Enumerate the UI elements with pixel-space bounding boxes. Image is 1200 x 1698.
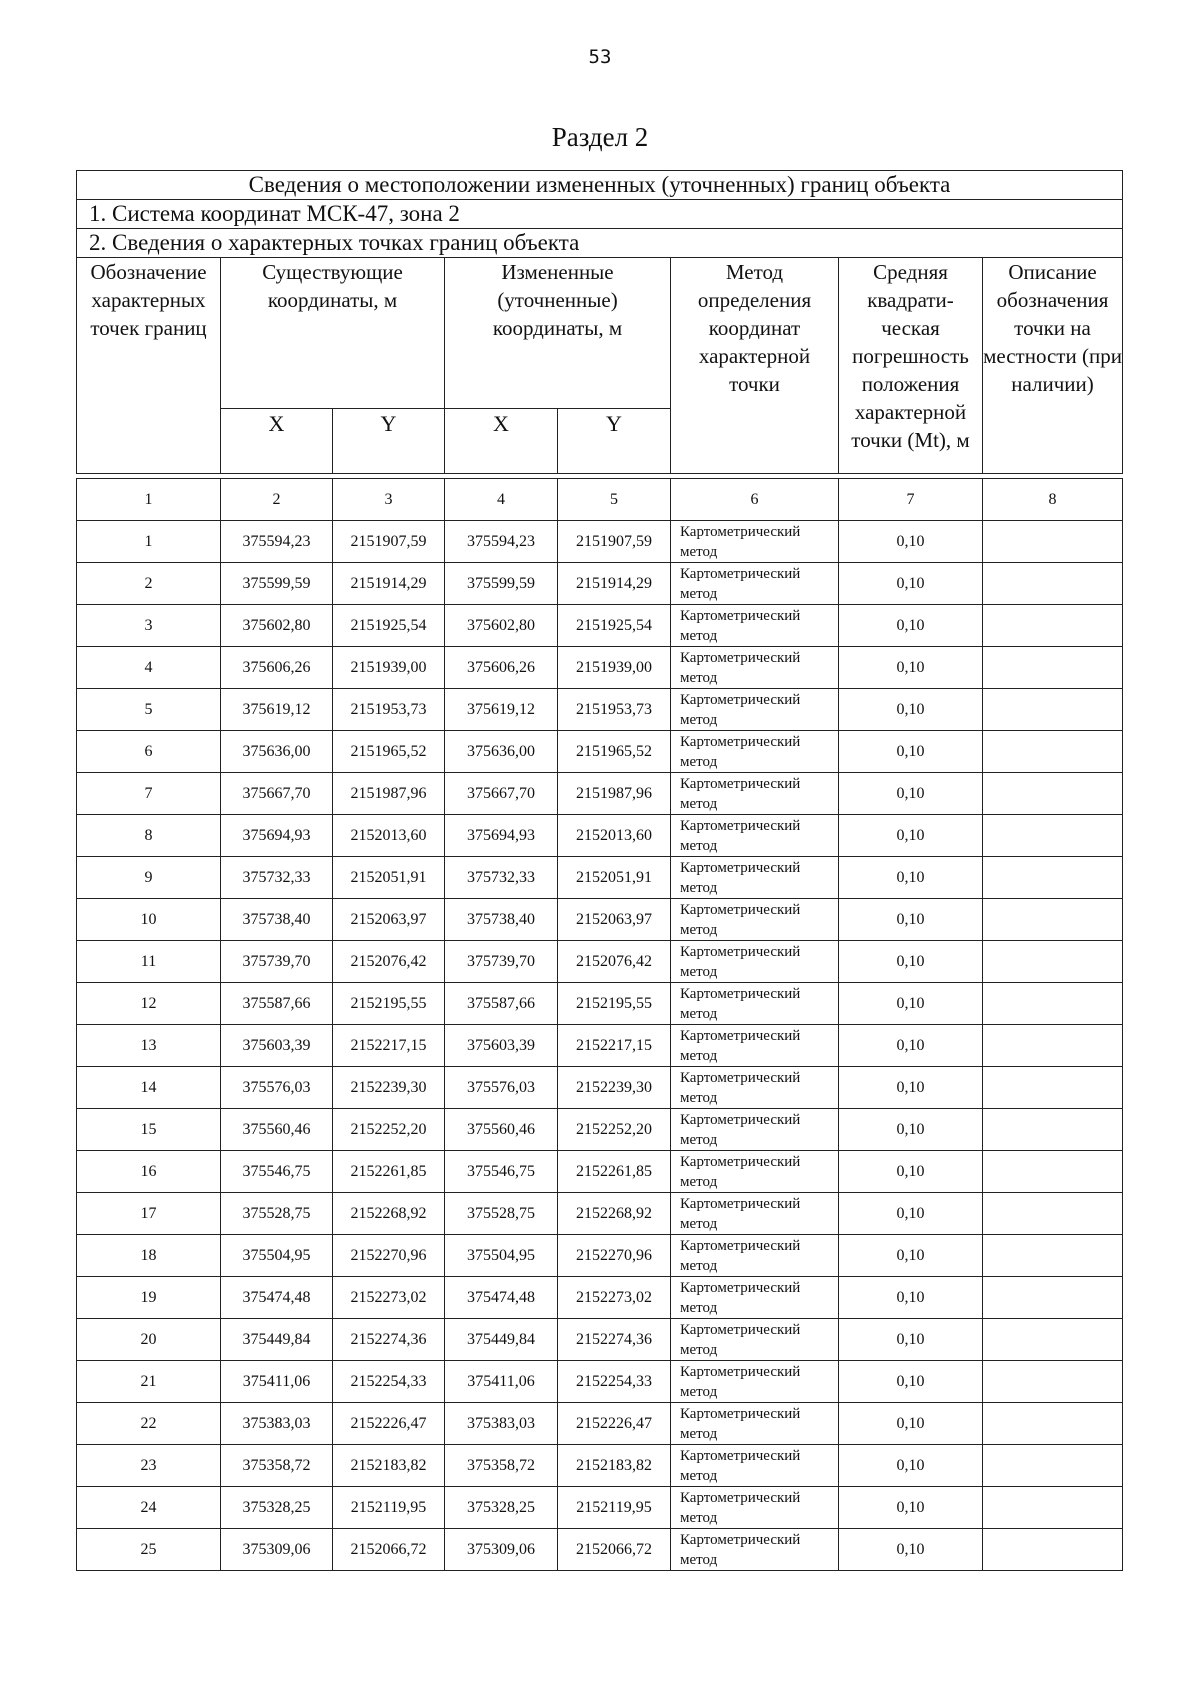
table-row bbox=[77, 941, 1123, 983]
coordinate-system: 1. Система координат МСК-47, зона 2 bbox=[77, 200, 1123, 229]
changed-x: 375528,75 bbox=[445, 1193, 558, 1235]
point-description bbox=[983, 1403, 1123, 1445]
existing-y: 2152273,02 bbox=[333, 1277, 445, 1319]
changed-x: 375474,48 bbox=[445, 1277, 558, 1319]
existing-x: 375528,75 bbox=[221, 1193, 333, 1235]
position-error: 0,10 bbox=[839, 1277, 983, 1319]
point-description bbox=[983, 815, 1123, 857]
table-row bbox=[77, 1529, 1123, 1571]
changed-y: 2151987,96 bbox=[558, 773, 671, 815]
changed-x: 375546,75 bbox=[445, 1151, 558, 1193]
table-row bbox=[77, 1151, 1123, 1193]
method: Картометрический метод bbox=[671, 605, 839, 647]
position-error: 0,10 bbox=[839, 983, 983, 1025]
point-number: 3 bbox=[77, 605, 221, 647]
table-row bbox=[77, 689, 1123, 731]
existing-x: 375546,75 bbox=[221, 1151, 333, 1193]
changed-y: 2152226,47 bbox=[558, 1403, 671, 1445]
table-row bbox=[77, 1025, 1123, 1067]
changed-y: 2151965,52 bbox=[558, 731, 671, 773]
position-error: 0,10 bbox=[839, 1193, 983, 1235]
point-description bbox=[983, 1445, 1123, 1487]
existing-x: 375358,72 bbox=[221, 1445, 333, 1487]
existing-x: 375732,33 bbox=[221, 857, 333, 899]
changed-y: 2152273,02 bbox=[558, 1277, 671, 1319]
changed-y: 2151939,00 bbox=[558, 647, 671, 689]
changed-x: 375602,80 bbox=[445, 605, 558, 647]
table-row bbox=[77, 1277, 1123, 1319]
column-number: 6 bbox=[671, 479, 839, 521]
changed-x: 375599,59 bbox=[445, 563, 558, 605]
table-row bbox=[77, 563, 1123, 605]
existing-y: 2152270,96 bbox=[333, 1235, 445, 1277]
existing-x: 375309,06 bbox=[221, 1529, 333, 1571]
method: Картометрический метод bbox=[671, 773, 839, 815]
changed-y: 2151925,54 bbox=[558, 605, 671, 647]
changed-x: 375619,12 bbox=[445, 689, 558, 731]
column-number: 4 bbox=[445, 479, 558, 521]
changed-y: 2152217,15 bbox=[558, 1025, 671, 1067]
changed-x: 375560,46 bbox=[445, 1109, 558, 1151]
existing-x: 375602,80 bbox=[221, 605, 333, 647]
point-number: 21 bbox=[77, 1361, 221, 1403]
existing-x: 375619,12 bbox=[221, 689, 333, 731]
changed-y: 2152268,92 bbox=[558, 1193, 671, 1235]
point-number: 16 bbox=[77, 1151, 221, 1193]
existing-y: 2152268,92 bbox=[333, 1193, 445, 1235]
point-number: 15 bbox=[77, 1109, 221, 1151]
point-description bbox=[983, 1361, 1123, 1403]
position-error: 0,10 bbox=[839, 521, 983, 563]
point-number: 13 bbox=[77, 1025, 221, 1067]
method: Картометрический метод bbox=[671, 1151, 839, 1193]
existing-x: 375636,00 bbox=[221, 731, 333, 773]
point-description bbox=[983, 941, 1123, 983]
method: Картометрический метод bbox=[671, 1361, 839, 1403]
existing-y: 2151965,52 bbox=[333, 731, 445, 773]
changed-y: 2152066,72 bbox=[558, 1529, 671, 1571]
method: Картометрический метод bbox=[671, 857, 839, 899]
point-number: 10 bbox=[77, 899, 221, 941]
col-changed-coords-header: Измененные (уточненные) координаты, м bbox=[445, 258, 671, 409]
position-error: 0,10 bbox=[839, 689, 983, 731]
method: Картометрический метод bbox=[671, 1487, 839, 1529]
existing-x: 375576,03 bbox=[221, 1067, 333, 1109]
changed-y: 2152254,33 bbox=[558, 1361, 671, 1403]
table-row bbox=[77, 1193, 1123, 1235]
existing-y: 2152226,47 bbox=[333, 1403, 445, 1445]
existing-y: 2151907,59 bbox=[333, 521, 445, 563]
changed-x: 375504,95 bbox=[445, 1235, 558, 1277]
points-table-body bbox=[77, 479, 1123, 1571]
existing-y: 2152066,72 bbox=[333, 1529, 445, 1571]
table-row bbox=[77, 647, 1123, 689]
table-row bbox=[77, 983, 1123, 1025]
position-error: 0,10 bbox=[839, 1403, 983, 1445]
existing-y: 2151987,96 bbox=[333, 773, 445, 815]
table-row bbox=[77, 1361, 1123, 1403]
point-number: 20 bbox=[77, 1319, 221, 1361]
table-row bbox=[77, 1109, 1123, 1151]
existing-y: 2151953,73 bbox=[333, 689, 445, 731]
method: Картометрический метод bbox=[671, 983, 839, 1025]
changed-y: 2152076,42 bbox=[558, 941, 671, 983]
point-description bbox=[983, 773, 1123, 815]
existing-y: 2152239,30 bbox=[333, 1067, 445, 1109]
method: Картометрический метод bbox=[671, 941, 839, 983]
table-row bbox=[77, 815, 1123, 857]
changed-y: 2152013,60 bbox=[558, 815, 671, 857]
point-number: 11 bbox=[77, 941, 221, 983]
table-row bbox=[77, 731, 1123, 773]
position-error: 0,10 bbox=[839, 1319, 983, 1361]
table-title: Сведения о местоположении измененных (уточненных) границ объекта bbox=[77, 171, 1123, 200]
column-number: 8 bbox=[983, 479, 1123, 521]
column-number: 1 bbox=[77, 479, 221, 521]
table-row bbox=[77, 1319, 1123, 1361]
existing-y: 2152217,15 bbox=[333, 1025, 445, 1067]
header-table bbox=[76, 170, 1123, 474]
changed-x: 375636,00 bbox=[445, 731, 558, 773]
method: Картометрический метод bbox=[671, 647, 839, 689]
col-error-header: Средняя квадрати-ческая погрешность положения характерной точки (Mt), м bbox=[839, 258, 983, 474]
changed-y: 2152239,30 bbox=[558, 1067, 671, 1109]
method: Картометрический метод bbox=[671, 521, 839, 563]
point-number: 4 bbox=[77, 647, 221, 689]
col-designation-header: Обозначение характерных точек границ bbox=[77, 258, 221, 474]
point-description bbox=[983, 521, 1123, 563]
method: Картометрический метод bbox=[671, 1529, 839, 1571]
position-error: 0,10 bbox=[839, 1109, 983, 1151]
existing-y: 2152252,20 bbox=[333, 1109, 445, 1151]
changed-x: 375594,23 bbox=[445, 521, 558, 563]
position-error: 0,10 bbox=[839, 1361, 983, 1403]
method: Картометрический метод bbox=[671, 1277, 839, 1319]
existing-y: 2152013,60 bbox=[333, 815, 445, 857]
point-number: 8 bbox=[77, 815, 221, 857]
existing-x: 375606,26 bbox=[221, 647, 333, 689]
point-number: 14 bbox=[77, 1067, 221, 1109]
existing-x: 375560,46 bbox=[221, 1109, 333, 1151]
points-table bbox=[76, 478, 1123, 1571]
point-description bbox=[983, 1025, 1123, 1067]
method: Картометрический метод bbox=[671, 1109, 839, 1151]
existing-y: 2152274,36 bbox=[333, 1319, 445, 1361]
changed-y: 2152051,91 bbox=[558, 857, 671, 899]
point-number: 1 bbox=[77, 521, 221, 563]
page-number: 53 bbox=[588, 46, 612, 68]
position-error: 0,10 bbox=[839, 899, 983, 941]
method: Картометрический метод bbox=[671, 1445, 839, 1487]
changed-x: 375358,72 bbox=[445, 1445, 558, 1487]
section-title: Раздел 2 bbox=[551, 122, 649, 152]
point-description bbox=[983, 731, 1123, 773]
changed-y: 2152252,20 bbox=[558, 1109, 671, 1151]
point-number: 17 bbox=[77, 1193, 221, 1235]
changed-x: 375309,06 bbox=[445, 1529, 558, 1571]
position-error: 0,10 bbox=[839, 1445, 983, 1487]
existing-x: 375694,93 bbox=[221, 815, 333, 857]
existing-x: 375328,25 bbox=[221, 1487, 333, 1529]
method: Картометрический метод bbox=[671, 731, 839, 773]
table-row bbox=[77, 773, 1123, 815]
existing-x: 375739,70 bbox=[221, 941, 333, 983]
existing-x: 375599,59 bbox=[221, 563, 333, 605]
changed-x: 375449,84 bbox=[445, 1319, 558, 1361]
method: Картометрический метод bbox=[671, 1403, 839, 1445]
column-number: 7 bbox=[839, 479, 983, 521]
table-row bbox=[77, 1445, 1123, 1487]
col-method-header: Метод определения координат характерной точки bbox=[671, 258, 839, 474]
col-description-header: Описание обозначения точки на местности (при наличии) bbox=[983, 258, 1123, 474]
position-error: 0,10 bbox=[839, 941, 983, 983]
point-description bbox=[983, 1277, 1123, 1319]
point-description bbox=[983, 1151, 1123, 1193]
table-row bbox=[77, 1487, 1123, 1529]
method: Картометрический метод bbox=[671, 1235, 839, 1277]
point-number: 5 bbox=[77, 689, 221, 731]
column-number: 2 bbox=[221, 479, 333, 521]
method: Картометрический метод bbox=[671, 1067, 839, 1109]
point-number: 18 bbox=[77, 1235, 221, 1277]
point-description bbox=[983, 899, 1123, 941]
existing-x: 375587,66 bbox=[221, 983, 333, 1025]
existing-x: 375603,39 bbox=[221, 1025, 333, 1067]
table-row bbox=[77, 857, 1123, 899]
changed-y-header: Y bbox=[558, 409, 671, 474]
point-description bbox=[983, 689, 1123, 731]
changed-x: 375411,06 bbox=[445, 1361, 558, 1403]
boundary-points-sheet bbox=[76, 170, 1122, 1571]
point-description bbox=[983, 1193, 1123, 1235]
position-error: 0,10 bbox=[839, 731, 983, 773]
changed-y: 2151914,29 bbox=[558, 563, 671, 605]
changed-x: 375587,66 bbox=[445, 983, 558, 1025]
point-number: 23 bbox=[77, 1445, 221, 1487]
points-section-title: 2. Сведения о характерных точках границ объекта bbox=[77, 229, 1123, 258]
method: Картометрический метод bbox=[671, 563, 839, 605]
changed-y: 2152274,36 bbox=[558, 1319, 671, 1361]
changed-x: 375576,03 bbox=[445, 1067, 558, 1109]
existing-y: 2152183,82 bbox=[333, 1445, 445, 1487]
existing-y: 2152195,55 bbox=[333, 983, 445, 1025]
point-number: 6 bbox=[77, 731, 221, 773]
existing-y: 2152051,91 bbox=[333, 857, 445, 899]
changed-y: 2152270,96 bbox=[558, 1235, 671, 1277]
point-number: 24 bbox=[77, 1487, 221, 1529]
existing-y: 2151914,29 bbox=[333, 563, 445, 605]
point-description bbox=[983, 1067, 1123, 1109]
existing-y: 2152261,85 bbox=[333, 1151, 445, 1193]
position-error: 0,10 bbox=[839, 1025, 983, 1067]
table-row bbox=[77, 605, 1123, 647]
table-row bbox=[77, 521, 1123, 563]
point-description bbox=[983, 1109, 1123, 1151]
point-number: 7 bbox=[77, 773, 221, 815]
changed-x: 375732,33 bbox=[445, 857, 558, 899]
method: Картометрический метод bbox=[671, 1193, 839, 1235]
method: Картометрический метод bbox=[671, 815, 839, 857]
point-number: 9 bbox=[77, 857, 221, 899]
existing-y: 2151925,54 bbox=[333, 605, 445, 647]
changed-y: 2152183,82 bbox=[558, 1445, 671, 1487]
changed-x: 375739,70 bbox=[445, 941, 558, 983]
column-number: 5 bbox=[558, 479, 671, 521]
changed-y: 2152195,55 bbox=[558, 983, 671, 1025]
point-description bbox=[983, 1235, 1123, 1277]
table-row bbox=[77, 899, 1123, 941]
method: Картометрический метод bbox=[671, 1025, 839, 1067]
existing-y: 2151939,00 bbox=[333, 647, 445, 689]
changed-y: 2152063,97 bbox=[558, 899, 671, 941]
existing-x: 375594,23 bbox=[221, 521, 333, 563]
changed-y: 2152119,95 bbox=[558, 1487, 671, 1529]
changed-y: 2152261,85 bbox=[558, 1151, 671, 1193]
method: Картометрический метод bbox=[671, 1319, 839, 1361]
changed-x: 375738,40 bbox=[445, 899, 558, 941]
changed-x: 375328,25 bbox=[445, 1487, 558, 1529]
position-error: 0,10 bbox=[839, 1529, 983, 1571]
existing-y: 2152119,95 bbox=[333, 1487, 445, 1529]
col-existing-coords-header: Существующие координаты, м bbox=[221, 258, 445, 409]
position-error: 0,10 bbox=[839, 563, 983, 605]
point-description bbox=[983, 1319, 1123, 1361]
point-description bbox=[983, 647, 1123, 689]
table-row bbox=[77, 1067, 1123, 1109]
changed-x: 375603,39 bbox=[445, 1025, 558, 1067]
position-error: 0,10 bbox=[839, 857, 983, 899]
point-number: 22 bbox=[77, 1403, 221, 1445]
column-number: 3 bbox=[333, 479, 445, 521]
method: Картометрический метод bbox=[671, 689, 839, 731]
table-row bbox=[77, 1403, 1123, 1445]
existing-y: 2152063,97 bbox=[333, 899, 445, 941]
existing-x: 375738,40 bbox=[221, 899, 333, 941]
point-number: 2 bbox=[77, 563, 221, 605]
position-error: 0,10 bbox=[839, 1487, 983, 1529]
position-error: 0,10 bbox=[839, 1151, 983, 1193]
position-error: 0,10 bbox=[839, 1067, 983, 1109]
table-row bbox=[77, 1235, 1123, 1277]
existing-y: 2152076,42 bbox=[333, 941, 445, 983]
existing-x: 375504,95 bbox=[221, 1235, 333, 1277]
point-description bbox=[983, 1487, 1123, 1529]
position-error: 0,10 bbox=[839, 647, 983, 689]
changed-y: 2151907,59 bbox=[558, 521, 671, 563]
point-number: 12 bbox=[77, 983, 221, 1025]
point-number: 25 bbox=[77, 1529, 221, 1571]
method: Картометрический метод bbox=[671, 899, 839, 941]
position-error: 0,10 bbox=[839, 1235, 983, 1277]
existing-x: 375667,70 bbox=[221, 773, 333, 815]
point-description bbox=[983, 1529, 1123, 1571]
changed-x: 375667,70 bbox=[445, 773, 558, 815]
existing-x: 375474,48 bbox=[221, 1277, 333, 1319]
position-error: 0,10 bbox=[839, 815, 983, 857]
existing-y: 2152254,33 bbox=[333, 1361, 445, 1403]
changed-x: 375694,93 bbox=[445, 815, 558, 857]
position-error: 0,10 bbox=[839, 605, 983, 647]
changed-x-header: X bbox=[445, 409, 558, 474]
changed-x: 375606,26 bbox=[445, 647, 558, 689]
existing-x: 375411,06 bbox=[221, 1361, 333, 1403]
changed-x: 375383,03 bbox=[445, 1403, 558, 1445]
existing-x-header: X bbox=[221, 409, 333, 474]
point-description bbox=[983, 857, 1123, 899]
point-number: 19 bbox=[77, 1277, 221, 1319]
point-description bbox=[983, 563, 1123, 605]
column-number-row bbox=[77, 479, 1123, 521]
existing-x: 375383,03 bbox=[221, 1403, 333, 1445]
changed-y: 2151953,73 bbox=[558, 689, 671, 731]
point-description bbox=[983, 983, 1123, 1025]
position-error: 0,10 bbox=[839, 773, 983, 815]
existing-x: 375449,84 bbox=[221, 1319, 333, 1361]
point-description bbox=[983, 605, 1123, 647]
existing-y-header: Y bbox=[333, 409, 445, 474]
